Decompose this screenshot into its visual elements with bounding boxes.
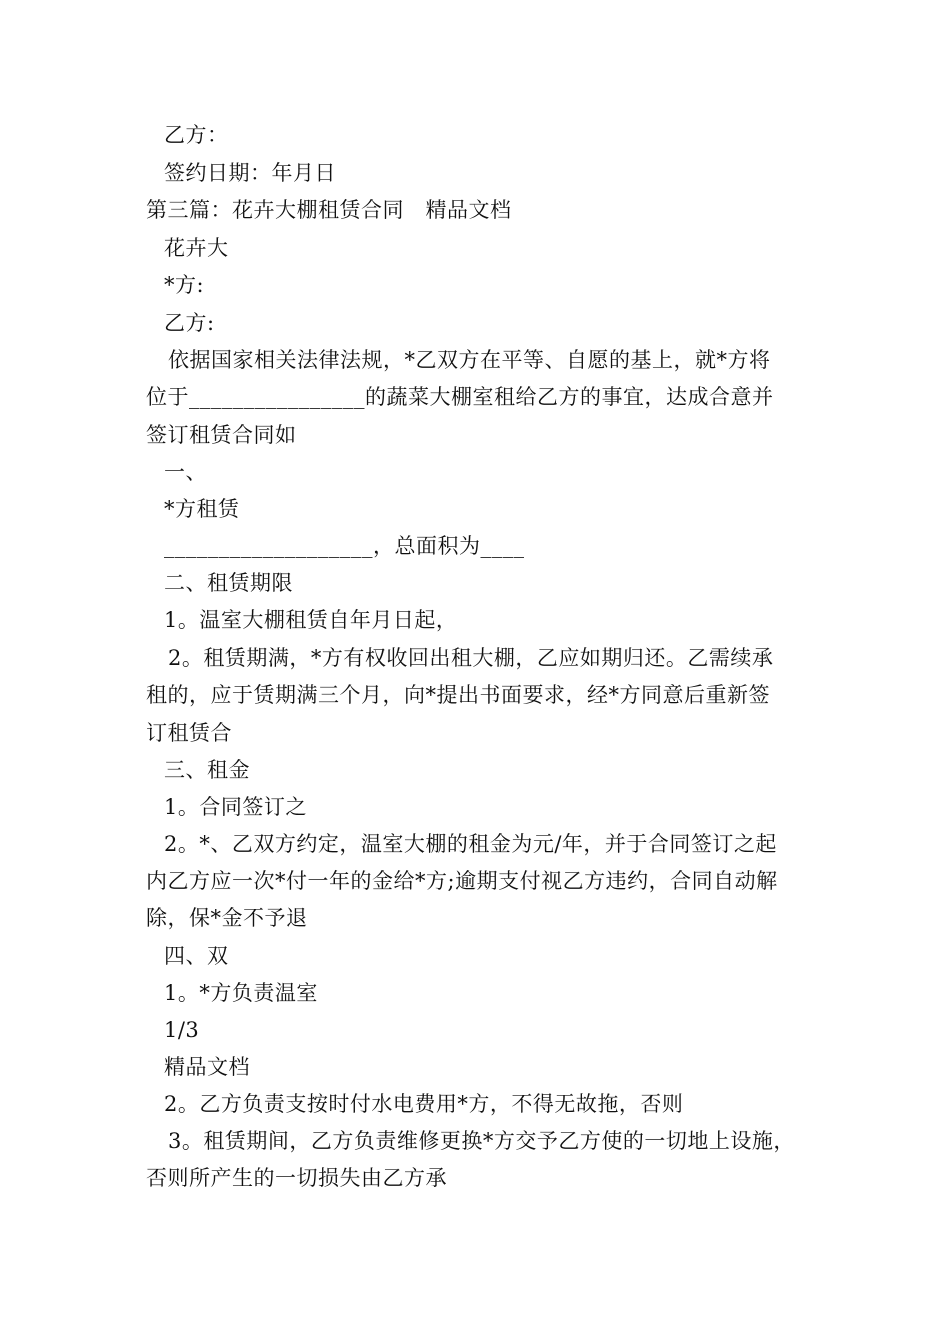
- paragraph-line: 位于________________的蔬菜大棚室租给乙方的事宜，达成合意并: [146, 385, 774, 409]
- paragraph-line: 2。租赁期满，*方有权收回出租大棚，乙应如期归还。乙需续承: [168, 646, 774, 670]
- page-number: 1/3: [164, 1018, 200, 1042]
- clause-heading: 二、租赁期限: [164, 571, 293, 595]
- party-b-line: 乙方：: [164, 123, 229, 147]
- paragraph-line: 订租赁合: [146, 721, 232, 745]
- paragraph-line: 除，保*金不予退: [146, 906, 308, 930]
- page-header-label: 精品文档: [164, 1055, 250, 1079]
- paragraph-line: 1。合同签订之: [164, 795, 307, 819]
- section-heading: 第三篇：花卉大棚租赁合同 精品文档: [146, 198, 512, 222]
- paragraph-line: 租的，应于赁期满三个月，向*提出书面要求，经*方同意后重新签: [146, 683, 770, 707]
- paragraph-line: 依据国家相关法律法规，*乙双方在平等、自愿的基上，就*方将: [168, 348, 771, 372]
- paragraph-line: 内乙方应一次*付一年的金给*方;逾期支付视乙方违约，合同自动解: [146, 869, 778, 893]
- clause-heading: 四、双: [164, 944, 229, 968]
- paragraph-line: ___________________，总面积为____: [164, 534, 525, 558]
- party-a-line: *方:: [164, 273, 205, 297]
- paragraph-line: 3。租赁期间，乙方负责维修更换*方交予乙方使的一切地上设施，: [168, 1129, 795, 1153]
- paragraph-line: 签订租赁合同如: [146, 423, 297, 447]
- paragraph-line: 2。*、乙双方约定，温室大棚的租金为元/年，并于合同签订之起: [164, 832, 777, 856]
- paragraph-line: 否则所产生的一切损失由乙方承: [146, 1166, 447, 1190]
- party-b-line-2: 乙方:: [164, 311, 215, 335]
- paragraph-line: *方租赁: [164, 497, 240, 521]
- clause-heading: 三、租金: [164, 758, 250, 782]
- paragraph-line: 2。乙方负责支按时付水电费用*方，不得无故拖，否则: [164, 1092, 684, 1116]
- clause-heading: 一、: [164, 460, 207, 484]
- paragraph-line: 1。温室大棚租赁自年月日起，: [164, 608, 458, 632]
- doc-title-fragment: 花卉大: [164, 236, 229, 260]
- sign-date-line: 签约日期：年月日: [164, 161, 336, 185]
- paragraph-line: 1。*方负责温室: [164, 981, 318, 1005]
